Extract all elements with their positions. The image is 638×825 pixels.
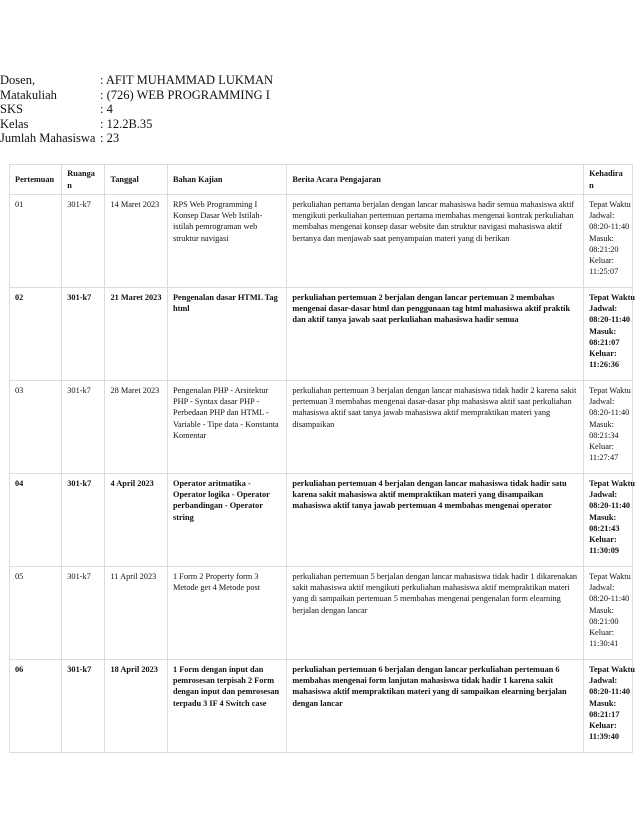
kehadiran-keluar: 11:30:41 <box>589 639 619 649</box>
table-row <box>10 474 633 567</box>
kehadiran-keluar-label: Keluar: <box>589 721 617 731</box>
cell-kehadiran <box>584 288 633 381</box>
kehadiran-jadwal: 08:20-11:40 <box>589 687 631 697</box>
info-label: Kelas <box>0 116 29 131</box>
kehadiran-keluar-label: Keluar: <box>589 256 614 266</box>
cell-berita-acara: perkuliahan pertemuan 2 berjalan dengan lancar pertemuan 2 membahas mengenai dasar-dasar html dan penggunaan tag html mahasiswa aktif praktik dan aktif tanya jawab saat perkuliahan mahasiswa hadir semua <box>287 288 584 381</box>
header-bahan-kajian: Bahan Kajian <box>167 165 286 195</box>
cell-bahan-kajian: 1 Form dengan input dan pemrosesan terpisah 2 Form dengan input dan pemrosesan terpadu 3 IF 4 Switch case <box>167 660 286 753</box>
kehadiran-masuk: 08:21:07 <box>589 337 620 347</box>
info-label: SKS <box>0 102 23 117</box>
kehadiran-keluar-label: Keluar: <box>589 349 617 359</box>
table-header <box>10 165 633 195</box>
kehadiran-masuk-label: Masuk: <box>589 233 614 243</box>
cell-kehadiran <box>584 567 633 660</box>
cell-kehadiran <box>584 660 633 753</box>
cell-tanggal: 18 April 2023 <box>105 660 168 753</box>
kehadiran-status: Tepat Waktu <box>589 572 631 581</box>
table-row <box>10 288 633 381</box>
cell-tanggal: 11 April 2023 <box>105 567 168 660</box>
kehadiran-masuk-label: Masuk: <box>589 326 617 336</box>
info-label: Jumlah Mahasiswa <box>0 131 96 146</box>
kehadiran-masuk: 08:21:00 <box>589 616 619 626</box>
info-value: : 12.2B.35 <box>100 116 153 131</box>
kehadiran-masuk-label: Masuk: <box>589 605 614 615</box>
kehadiran-jadwal: 08:20-11:40 <box>589 315 631 325</box>
info-row-sks <box>0 102 273 117</box>
cell-tanggal: 14 Maret 2023 <box>105 195 168 288</box>
table-row <box>10 381 633 474</box>
kehadiran-status: Tepat Waktu <box>589 479 635 488</box>
kehadiran-masuk: 08:21:43 <box>589 523 620 533</box>
header-tanggal: Tanggal <box>105 165 168 195</box>
info-row-matakuliah <box>0 88 273 103</box>
cell-bahan-kajian: RPS Web Programming I Konsep Dasar Web Istilah-istilah pemrograman web struktur navigasi <box>167 195 286 288</box>
kehadiran-keluar: 11:26:36 <box>589 360 620 370</box>
kehadiran-status: Tepat Waktu <box>589 293 635 302</box>
kehadiran-keluar-label: Keluar: <box>589 628 614 638</box>
kehadiran-jadwal-label: Jadwal: <box>589 583 615 593</box>
kehadiran-status: Tepat Waktu <box>589 200 631 209</box>
kehadiran-masuk: 08:21:20 <box>589 244 619 254</box>
table-row <box>10 195 633 288</box>
cell-pertemuan: 03 <box>10 381 62 474</box>
kehadiran-jadwal-label: Jadwal: <box>589 211 615 221</box>
table-body <box>10 195 633 753</box>
cell-kehadiran <box>584 474 633 567</box>
cell-pertemuan: 01 <box>10 195 62 288</box>
info-value: : 23 <box>100 131 120 146</box>
kehadiran-keluar: 11:27:47 <box>589 453 619 463</box>
cell-tanggal: 28 Maret 2023 <box>105 381 168 474</box>
kehadiran-keluar: 11:39:40 <box>589 732 620 742</box>
info-label: Matakuliah <box>0 87 57 102</box>
header-kehadiran: Kehadiran <box>584 165 633 195</box>
header-row <box>10 165 633 195</box>
kehadiran-masuk: 08:21:34 <box>589 430 619 440</box>
cell-berita-acara: perkuliahan pertemuan 5 berjalan dengan lancar mahasiswa tidak hadir 1 dikarenakan sakit mahasiswa aktif mengikuti perkuliahan mahasiswa aktif mempraktikan materi yang di sampaikan pertemuan 5 membahas mengenai pengenalan form elearning berjalan dengan lancar <box>287 567 584 660</box>
cell-bahan-kajian: Pengenalan PHP - Arsitektur PHP - Syntax dasar PHP - Perbedaan PHP dan HTML - Variable - Tipe data - Konstanta Komentar <box>167 381 286 474</box>
info-row-dosen <box>0 73 273 88</box>
cell-berita-acara: perkuliahan pertemuan 4 berjalan dengan lancar mahasiswa tidak hadir satu karena sakit mahasiswa aktif mempraktikan materi yang disampaikan mahasiswa aktif tanya jawab pertemuan 4 membahas mengenai operator <box>287 474 584 567</box>
cell-berita-acara: perkuliahan pertama berjalan dengan lancar mahasiswa hadir semua mahasiswa aktif mengikuti perkuliahan pertemuan pertama membahas mengenai kontrak perkuliahan membahas mengenai konsep dasar website dan struktur navigasi mahasiswa aktif bertanya dan menjawab saat penyampaian materi yang di berikan <box>287 195 584 288</box>
kehadiran-keluar-label: Keluar: <box>589 442 614 452</box>
cell-kehadiran <box>584 195 633 288</box>
cell-ruangan: 301-k7 <box>62 474 105 567</box>
kehadiran-status: Tepat Waktu <box>589 665 635 674</box>
kehadiran-masuk-label: Masuk: <box>589 512 617 522</box>
info-label: Dosen, <box>0 73 36 87</box>
kehadiran-jadwal: 08:20-11:40 <box>589 501 631 511</box>
cell-pertemuan: 04 <box>10 474 62 567</box>
lecture-info <box>0 73 273 146</box>
cell-ruangan: 301-k7 <box>62 660 105 753</box>
cell-ruangan: 301-k7 <box>62 381 105 474</box>
cell-berita-acara: perkuliahan pertemuan 3 berjalan dengan lancar mahasiswa tidak hadir 2 karena sakit pertemuan 3 membahas mengenai dasar-dasar php mahasiswa aktif saat perkuliahan mahasiswa aktif saat tanya jawab mahasiswa aktif mempraktikan materi yang disampaikan <box>287 381 584 474</box>
table-row <box>10 567 633 660</box>
info-value: : 4 <box>100 102 113 117</box>
attendance-table <box>9 164 633 753</box>
cell-ruangan: 301-k7 <box>62 288 105 381</box>
kehadiran-masuk-label: Masuk: <box>589 698 617 708</box>
kehadiran-jadwal: 08:20-11:40 <box>589 408 630 418</box>
cell-ruangan: 301-k7 <box>62 195 105 288</box>
cell-berita-acara: perkuliahan pertemuan 6 berjalan dengan lancar perkuliahan pertemuan 6 membahas mengenai form lanjutan mahasiswa tidak hadir 1 karena sakit mahasiswa aktif mempraktikan materi yang di sampaikan elearning berjalan dengan lancar <box>287 660 584 753</box>
header-berita-acara: Berita Acara Pengajaran <box>287 165 584 195</box>
info-row-jumlah-mahasiswa <box>0 131 273 146</box>
cell-kehadiran <box>584 381 633 474</box>
info-value: : (726) WEB PROGRAMMING I <box>100 87 270 102</box>
cell-bahan-kajian: 1 Form 2 Property form 3 Metode get 4 Metode post <box>167 567 286 660</box>
kehadiran-masuk-label: Masuk: <box>589 419 614 429</box>
kehadiran-jadwal-label: Jadwal: <box>589 304 618 314</box>
cell-pertemuan: 06 <box>10 660 62 753</box>
cell-tanggal: 4 April 2023 <box>105 474 168 567</box>
kehadiran-keluar: 11:30:09 <box>589 546 620 556</box>
cell-pertemuan: 02 <box>10 288 62 381</box>
cell-pertemuan: 05 <box>10 567 62 660</box>
kehadiran-jadwal-label: Jadwal: <box>589 676 618 686</box>
cell-ruangan: 301-k7 <box>62 567 105 660</box>
cell-bahan-kajian: Operator aritmatika - Operator logika - Operator perbandingan - Operator string <box>167 474 286 567</box>
kehadiran-status: Tepat Waktu <box>589 386 631 395</box>
info-row-kelas <box>0 117 273 132</box>
cell-bahan-kajian: Pengenalan dasar HTML Tag html <box>167 288 286 381</box>
kehadiran-jadwal-label: Jadwal: <box>589 490 618 500</box>
header-pertemuan: Pertemuan <box>10 165 62 195</box>
table-row <box>10 660 633 753</box>
kehadiran-keluar: 11:25:07 <box>589 267 619 277</box>
kehadiran-jadwal-label: Jadwal: <box>589 397 615 407</box>
header-ruangan: Ruangan <box>62 165 105 195</box>
info-value: : AFIT MUHAMMAD LUKMAN <box>100 73 274 87</box>
kehadiran-jadwal: 08:20-11:40 <box>589 594 630 604</box>
cell-tanggal: 21 Maret 2023 <box>105 288 168 381</box>
kehadiran-masuk: 08:21:17 <box>589 709 620 719</box>
kehadiran-keluar-label: Keluar: <box>589 535 617 545</box>
kehadiran-jadwal: 08:20-11:40 <box>589 222 630 232</box>
